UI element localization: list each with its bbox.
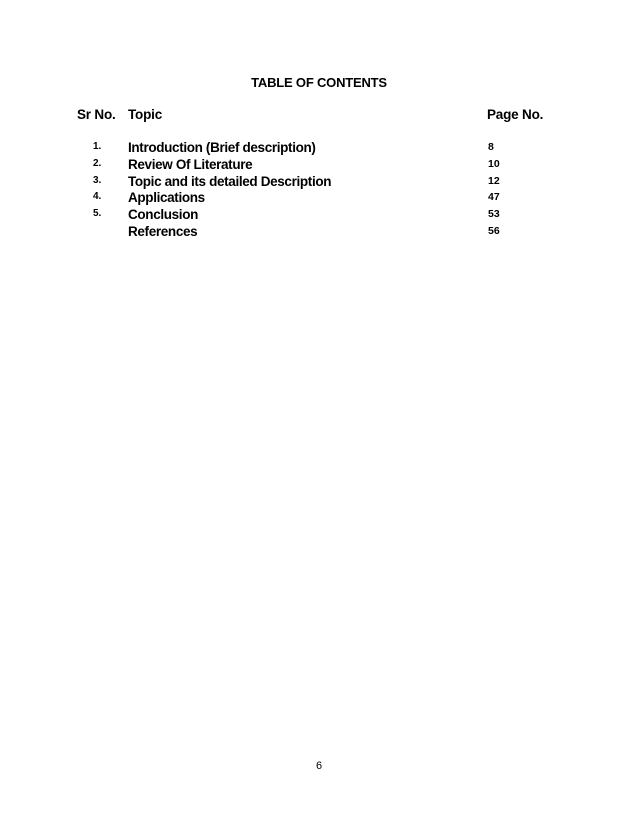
entry-page: 10: [488, 157, 500, 170]
toc-entry: [0, 140, 638, 157]
topic-header: Topic: [128, 107, 162, 122]
entry-page: 12: [488, 174, 500, 187]
entry-page: 8: [488, 141, 494, 153]
entry-page: 47: [488, 191, 500, 204]
entry-topic: References: [128, 223, 198, 239]
entry-page: 53: [488, 208, 500, 221]
toc-entry: [0, 157, 638, 174]
entry-number: 3.: [93, 174, 102, 186]
toc-entry: [0, 207, 638, 224]
entry-number: 5.: [93, 208, 102, 220]
toc-title: TABLE OF CONTENTS: [251, 75, 387, 90]
toc-entry: [0, 224, 638, 241]
entry-number: 2.: [93, 157, 102, 169]
entry-topic: Introduction (Brief description): [128, 140, 316, 155]
toc-entry: [0, 174, 638, 191]
entry-topic: Review Of Literature: [128, 156, 253, 172]
toc-entries: [0, 140, 638, 241]
entry-page: 56: [488, 224, 500, 237]
entry-topic: Conclusion: [128, 207, 198, 223]
toc-entry: [0, 190, 638, 207]
entry-topic: Applications: [128, 190, 205, 206]
sr-no-header: Sr No.: [77, 107, 116, 122]
entry-number: 4.: [93, 191, 102, 203]
page-number: 6: [315, 760, 323, 772]
entry-topic: Topic and its detailed Description: [128, 173, 332, 189]
entry-number: 1.: [93, 141, 102, 152]
page-no-header: Page No.: [487, 107, 544, 122]
